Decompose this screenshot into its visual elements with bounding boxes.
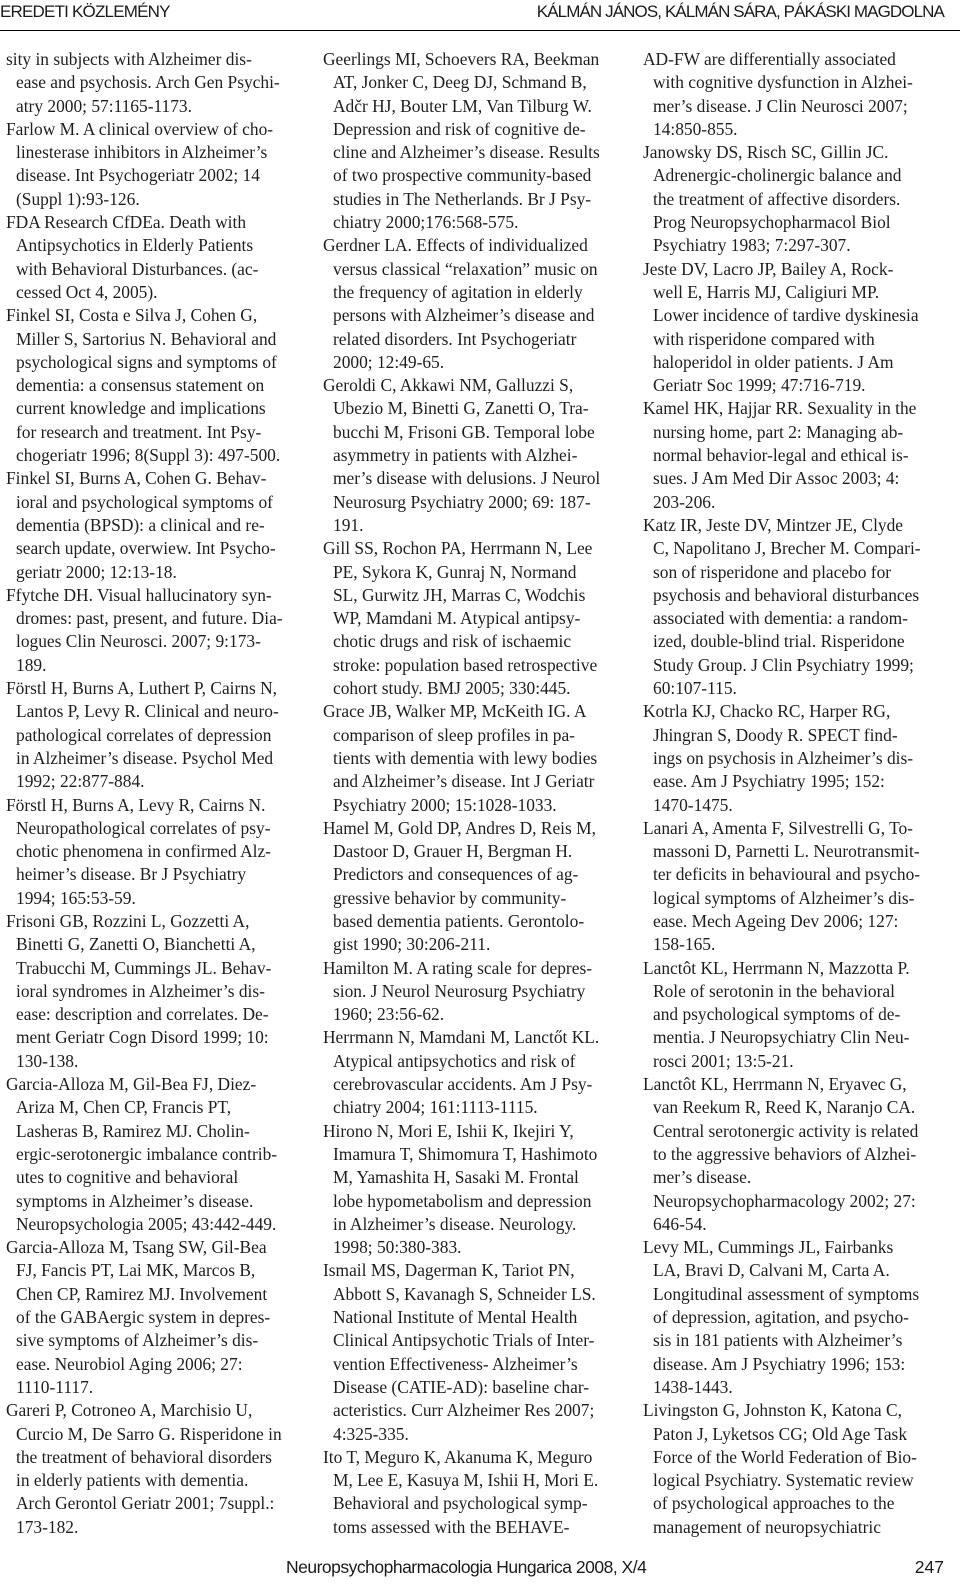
reference-entry	[643, 1236, 950, 1399]
reference-line: Clinical Antipsychotic Trials of Inter-	[333, 1330, 595, 1351]
reference-entry	[643, 48, 950, 141]
section-label: EREDETI KÖZLEMÉNY	[0, 2, 170, 21]
reference-line: 1470-1475.	[653, 794, 733, 815]
reference-line: of psychological approaches to the	[653, 1493, 895, 1514]
reference-entry	[643, 700, 950, 816]
reference-entry	[643, 817, 950, 957]
reference-line: ease. Am J Psychiatry 1995; 152:	[653, 771, 885, 792]
reference-line: pathological correlates of depression	[16, 724, 272, 745]
reference-entry	[323, 1259, 631, 1445]
reference-line: Ubezio M, Binetti G, Zanetti O, Tra-	[333, 398, 589, 419]
reference-line: cessed Oct 4, 2005).	[16, 281, 158, 302]
reference-line: cerebrovascular accidents. Am J Psy-	[333, 1074, 593, 1095]
reference-entry	[6, 1399, 308, 1539]
running-header	[0, 0, 960, 30]
reference-line: based dementia patients. Gerontolo-	[333, 910, 585, 931]
reference-line: Study Group. J Clin Psychiatry 1999;	[653, 654, 914, 675]
reference-line: utes to cognitive and behavioral	[16, 1167, 239, 1188]
reference-line: in elderly patients with dementia.	[16, 1470, 249, 1491]
reference-line: Arch Gerontol Geriatr 2001; 7suppl.:	[16, 1493, 275, 1514]
reference-line: M, Yamashita H, Sasaki M. Frontal	[333, 1167, 579, 1188]
reference-line: ease: description and correlates. De-	[16, 1004, 269, 1025]
reference-entry	[323, 817, 631, 957]
reference-line: chiatry 2000;176:568-575.	[333, 212, 519, 233]
reference-line: 1960; 23:56-62.	[333, 1004, 445, 1025]
reference-line: cline and Alzheimer’s disease. Results	[333, 142, 600, 163]
reference-line: Jhingran S, Doody R. SPECT find-	[653, 724, 898, 745]
reference-line: vention Effectiveness- Alzheimer’s	[333, 1353, 578, 1374]
reference-line: with risperidone compared with	[653, 328, 875, 349]
reference-line: Frisoni GB, Rozzini L, Gozzetti A,	[6, 910, 250, 931]
reference-line: lobe hypometabolism and depression	[333, 1190, 592, 1211]
reference-line: FDA Research CfDEa. Death with	[6, 212, 247, 233]
reference-line: Curcio M, De Sarro G. Risperidone in	[16, 1423, 282, 1444]
reference-entry	[323, 700, 631, 816]
reference-line: Predictors and consequences of ag-	[333, 864, 579, 885]
reference-line: Ffytche DH. Visual hallucinatory syn-	[6, 584, 272, 605]
reference-line: 4:325-335.	[333, 1423, 409, 1444]
reference-line: gist 1990; 30:206-211.	[333, 934, 491, 955]
reference-line: toms assessed with the BEHAVE-	[333, 1516, 570, 1537]
reference-entry	[6, 118, 308, 211]
reference-line: 60:107-115.	[653, 678, 737, 699]
reference-line: ease. Mech Ageing Dev 2006; 127:	[653, 910, 899, 931]
reference-entry	[6, 794, 308, 910]
reference-line: management of neuropsychiatric	[653, 1516, 881, 1537]
reference-entry	[6, 1073, 308, 1236]
reference-line: versus classical “relaxation” music on	[333, 258, 598, 279]
reference-line: logues Clin Neurosci. 2007; 9:173-	[16, 631, 261, 652]
reference-line: LA, Bravi D, Calvani M, Carta A.	[653, 1260, 890, 1281]
reference-line: with cognitive dysfunction in Alzhei-	[653, 72, 913, 93]
reference-line: mentia. J Neuropsychiatry Clin Neu-	[653, 1027, 910, 1048]
reference-line: nursing home, part 2: Managing ab-	[653, 421, 904, 442]
reference-line: WP, Mamdani M. Atypical antipsy-	[333, 608, 581, 629]
reference-line: 203-206.	[653, 491, 716, 512]
reference-entry	[643, 258, 950, 398]
reference-entry	[323, 234, 631, 374]
reference-line: 158-165.	[653, 934, 716, 955]
reference-line: studies in The Netherlands. Br J Psy-	[333, 188, 592, 209]
reference-line: AD-FW are differentially associated	[643, 49, 896, 69]
reference-line: Katz IR, Jeste DV, Mintzer JE, Clyde	[643, 514, 904, 535]
reference-line: Garcia-Alloza M, Gil-Bea FJ, Diez-	[6, 1074, 257, 1095]
reference-line: Gill SS, Rochon PA, Herrmann N, Lee	[323, 538, 593, 559]
reference-line: disease. Int Psychogeriatr 2002; 14	[16, 165, 260, 186]
reference-entry	[643, 141, 950, 257]
reference-line: asymmetry in patients with Alzhei-	[333, 445, 578, 466]
reference-line: Hamel M, Gold DP, Andres D, Reis M,	[323, 817, 596, 838]
reference-line: ease and psychosis. Arch Gen Psychi-	[16, 72, 280, 93]
reference-line: sion. J Neurol Neurosurg Psychiatry	[333, 980, 586, 1001]
journal-citation: Neuropsychopharmacologia Hungarica 2008, X/4	[286, 1557, 647, 1577]
reference-line: the treatment of affective disorders.	[653, 188, 901, 209]
reference-line: Dastoor D, Grauer H, Bergman H.	[333, 841, 573, 862]
reference-line: logical symptoms of Alzheimer’s dis-	[653, 887, 915, 908]
reference-line: (Suppl 1):93-126.	[16, 188, 140, 209]
reference-line: Finkel SI, Costa e Silva J, Cohen G,	[6, 305, 258, 326]
reference-line: geriatr 2000; 12:13-18.	[16, 561, 177, 582]
reference-line: massoni D, Parnetti L. Neurotransmit-	[653, 841, 920, 862]
reference-line: dromes: past, present, and future. Dia-	[16, 608, 283, 629]
reference-line: associated with dementia: a random-	[653, 608, 908, 629]
reference-line: ized, double-blind trial. Risperidone	[653, 631, 905, 652]
reference-line: Lanctôt KL, Herrmann N, Mazzotta P.	[643, 957, 910, 978]
reference-column-3	[643, 48, 950, 1539]
reference-line: haloperidol in older patients. J Am	[653, 351, 894, 372]
reference-line: C, Napolitano J, Brecher M. Compari-	[653, 538, 921, 559]
reference-line: Livingston G, Johnston K, Katona C,	[643, 1400, 902, 1421]
reference-entry	[323, 48, 631, 234]
reference-line: psychological signs and symptoms of	[16, 351, 277, 372]
reference-line: stroke: population based retrospective	[333, 654, 598, 675]
reference-line: Atypical antipsychotics and risk of	[333, 1050, 576, 1071]
reference-line: Depression and risk of cognitive de-	[333, 118, 586, 139]
reference-line: M, Lee E, Kasuya M, Ishii H, Mori E.	[333, 1470, 599, 1491]
reference-line: Jeste DV, Lacro JP, Bailey A, Rock-	[643, 258, 894, 279]
reference-line: Prog Neuropsychopharmacol Biol	[653, 212, 891, 233]
reference-line: current knowledge and implications	[16, 398, 266, 419]
reference-line: Neuropsychologia 2005; 43:442-449.	[16, 1213, 277, 1234]
reference-line: psychosis and behavioral disturbances	[653, 584, 920, 605]
reference-line: to the aggressive behaviors of Alzhei-	[653, 1143, 917, 1164]
reference-line: sues. J Am Med Dir Assoc 2003; 4:	[653, 468, 900, 489]
reference-line: mer’s disease. J Clin Neurosci 2007;	[653, 95, 908, 116]
reference-entry	[323, 1026, 631, 1119]
reference-line: Kamel HK, Hajjar RR. Sexuality in the	[643, 398, 917, 419]
reference-line: tients with dementia with lewy bodies	[333, 747, 598, 768]
reference-line: Force of the World Federation of Bio-	[653, 1446, 917, 1467]
reference-line: FJ, Fancis PT, Lai MK, Marcos B,	[16, 1260, 256, 1281]
reference-line: 1110-1117.	[16, 1376, 94, 1397]
reference-line: search update, overwiew. Int Psycho-	[16, 538, 276, 559]
reference-line: ings on psychosis in Alzheimer’s dis-	[653, 747, 914, 768]
reference-line: and psychological symptoms of de-	[653, 1004, 901, 1025]
reference-line: of the GABAergic system in depres-	[16, 1307, 271, 1328]
reference-line: persons with Alzheimer’s disease and	[333, 305, 595, 326]
reference-line: ergic-serotonergic imbalance contrib-	[16, 1143, 278, 1164]
reference-line: Ito T, Meguro K, Akanuma K, Meguro	[323, 1446, 593, 1467]
reference-line: chogeriatr 1996; 8(Suppl 3): 497-500.	[16, 445, 281, 466]
reference-entry	[6, 467, 308, 583]
reference-line: related disorders. Int Psychogeriatr	[333, 328, 577, 349]
reference-line: Geriatr Soc 1999; 47:716-719.	[653, 375, 866, 396]
reference-line: logical Psychiatry. Systematic review	[653, 1470, 914, 1491]
reference-line: Adčr HJ, Bouter LM, Van Tilburg W.	[333, 95, 592, 116]
reference-line: Miller S, Sartorius N. Behavioral and	[16, 328, 277, 349]
reference-line: bucchi M, Frisoni GB. Temporal lobe	[333, 421, 595, 442]
reference-line: Farlow M. A clinical overview of cho-	[6, 118, 274, 139]
reference-line: dementia: a consensus statement on	[16, 375, 265, 396]
reference-line: Central serotonergic activity is related	[653, 1120, 919, 1141]
reference-entry	[6, 677, 308, 793]
reference-line: Lasheras B, Ramirez MJ. Cholin-	[16, 1120, 250, 1141]
reference-line: SL, Gurwitz JH, Marras C, Wodchis	[333, 584, 586, 605]
reference-line: 646-54.	[653, 1213, 707, 1234]
reference-line: ment Geriatr Cogn Disord 1999; 10:	[16, 1027, 269, 1048]
reference-entry	[6, 48, 308, 118]
reference-line: PE, Sykora K, Gunraj N, Normand	[333, 561, 577, 582]
reference-line: 14:850-855.	[653, 118, 738, 139]
reference-line: of two prospective community-based	[333, 165, 592, 186]
reference-line: Herrmann N, Mamdani M, Lanctőt KL.	[323, 1027, 600, 1048]
reference-line: linesterase inhibitors in Alzheimer’s	[16, 142, 268, 163]
reference-entry	[6, 1236, 308, 1399]
reference-line: Finkel SI, Burns A, Cohen G. Behav-	[6, 468, 267, 489]
reference-line: 1998; 50:380-383.	[333, 1237, 462, 1258]
reference-line: Gareri P, Cotroneo A, Marchisio U,	[6, 1400, 253, 1421]
reference-line: National Institute of Mental Health	[333, 1307, 578, 1328]
reference-column-1	[6, 48, 308, 1539]
reference-line: heimer’s disease. Br J Psychiatry	[16, 864, 247, 885]
reference-line: AT, Jonker C, Deeg DJ, Schmand B,	[333, 72, 587, 93]
reference-line: 1992; 22:877-884.	[16, 771, 145, 792]
reference-line: normal behavior-legal and ethical is-	[653, 445, 909, 466]
reference-line: Paton J, Lyketsos CG; Old Age Task	[653, 1423, 908, 1444]
reference-entry	[643, 957, 950, 1073]
reference-line: 191.	[333, 514, 364, 535]
reference-line: Förstl H, Burns A, Luthert P, Cairns N,	[6, 678, 278, 699]
reference-column-2	[323, 48, 631, 1539]
reference-line: 1994; 165:53-59.	[16, 887, 136, 908]
reference-line: Psychiatry 1983; 7:297-307.	[653, 235, 851, 256]
reference-line: dementia (BPSD): a clinical and re-	[16, 514, 265, 535]
reference-line: Psychiatry 2000; 15:1028-1033.	[333, 794, 557, 815]
reference-line: Chen CP, Ramirez MJ. Involvement	[16, 1283, 268, 1304]
reference-line: Lantos P, Levy R. Clinical and neuro-	[16, 701, 279, 722]
reference-line: of depression, agitation, and psycho-	[653, 1307, 909, 1328]
reference-line: Imamura T, Shimomura T, Hashimoto	[333, 1143, 598, 1164]
reference-line: with Behavioral Disturbances. (ac-	[16, 258, 259, 279]
reference-line: Garcia-Alloza M, Tsang SW, Gil-Bea	[6, 1237, 267, 1258]
reference-line: rosci 2001; 13:5-21.	[653, 1050, 794, 1071]
reference-line: 130-138.	[16, 1050, 79, 1071]
reference-line: Lower incidence of tardive dyskinesia	[653, 305, 919, 326]
reference-line: Grace JB, Walker MP, McKeith IG. A	[323, 701, 587, 722]
reference-entry	[643, 1073, 950, 1236]
reference-line: Disease (CATIE-AD): baseline char-	[333, 1376, 590, 1397]
reference-line: Janowsky DS, Risch SC, Gillin JC.	[643, 142, 889, 163]
reference-entry	[323, 1120, 631, 1260]
reference-line: chotic drugs and risk of ischaemic	[333, 631, 572, 652]
reference-line: sity in subjects with Alzheimer dis-	[6, 49, 252, 69]
reference-entry	[6, 211, 308, 304]
reference-line: 1438-1443.	[653, 1376, 733, 1397]
reference-line: Adrenergic-cholinergic balance and	[653, 165, 902, 186]
reference-line: the frequency of agitation in elderly	[333, 281, 583, 302]
reference-line: van Reekum R, Reed K, Naranjo CA.	[653, 1097, 916, 1118]
reference-line: symptoms in Alzheimer’s disease.	[16, 1190, 254, 1211]
reference-line: ease. Neurobiol Aging 2006; 27:	[16, 1353, 243, 1374]
author-names: KÁLMÁN JÁNOS, KÁLMÁN SÁRA, PÁKÁSKI MAGDOLNA	[536, 2, 944, 21]
reference-line: Longitudinal assessment of symptoms	[653, 1283, 920, 1304]
reference-line: Hirono N, Mori E, Ishii K, Ikejiri Y,	[323, 1120, 574, 1141]
reference-line: for research and treatment. Int Psy-	[16, 421, 262, 442]
page-number: 247	[914, 1557, 944, 1577]
reference-line: Kotrla KJ, Chacko RC, Harper RG,	[643, 701, 891, 722]
reference-entry	[323, 374, 631, 537]
reference-entry	[323, 957, 631, 1027]
reference-entry	[6, 584, 308, 677]
reference-line: Levy ML, Cummings JL, Fairbanks	[643, 1237, 894, 1258]
reference-line: Neurosurg Psychiatry 2000; 69: 187-	[333, 491, 591, 512]
reference-line: Role of serotonin in the behavioral	[653, 980, 895, 1001]
reference-line: mer’s disease with delusions. J Neurol	[333, 468, 601, 489]
reference-line: Trabucchi M, Cummings JL. Behav-	[16, 957, 272, 978]
reference-entry	[323, 1446, 631, 1539]
reference-line: mer’s disease.	[653, 1167, 752, 1188]
reference-line: 2000; 12:49-65.	[333, 351, 445, 372]
reference-line: and Alzheimer’s disease. Int J Geriatr	[333, 771, 595, 792]
reference-line: chotic phenomena in confirmed Alz-	[16, 841, 271, 862]
reference-line: Abbott S, Kavanagh S, Schneider LS.	[333, 1283, 596, 1304]
reference-line: Neuropathological correlates of psy-	[16, 817, 271, 838]
reference-line: 173-182.	[16, 1516, 79, 1537]
reference-entry	[323, 537, 631, 700]
reference-line: acteristics. Curr Alzheimer Res 2007;	[333, 1400, 595, 1421]
reference-line: ter deficits in behavioural and psycho-	[653, 864, 921, 885]
reference-entry	[643, 514, 950, 700]
reference-line: sis in 181 patients with Alzheimer’s	[653, 1330, 903, 1351]
reference-line: Geerlings MI, Schoevers RA, Beekman	[323, 49, 600, 69]
reference-line: Ismail MS, Dagerman K, Tariot PN,	[323, 1260, 575, 1281]
reference-line: comparison of sleep profiles in pa-	[333, 724, 575, 745]
reference-line: in Alzheimer’s disease. Psychol Med	[16, 747, 274, 768]
reference-line: Lanctôt KL, Herrmann N, Eryavec G,	[643, 1074, 907, 1095]
reference-entry	[6, 304, 308, 467]
reference-line: well E, Harris MJ, Caligiuri MP.	[653, 281, 880, 302]
reference-line: Geroldi C, Akkawi NM, Galluzzi S,	[323, 375, 574, 396]
reference-line: Gerdner LA. Effects of individualized	[323, 235, 588, 256]
reference-line: cohort study. BMJ 2005; 330:445.	[333, 678, 571, 699]
reference-line: Lanari A, Amenta F, Silvestrelli G, To-	[643, 817, 913, 838]
reference-entry	[6, 910, 308, 1073]
reference-line: son of risperidone and placebo for	[653, 561, 892, 582]
reference-line: gressive behavior by community-	[333, 887, 567, 908]
reference-entry	[643, 397, 950, 513]
reference-line: sive symptoms of Alzheimer’s dis-	[16, 1330, 259, 1351]
reference-line: ioral and psychological symptoms of	[16, 491, 273, 512]
reference-line: atry 2000; 57:1165-1173.	[16, 95, 192, 116]
reference-line: Behavioral and psychological symp-	[333, 1493, 588, 1514]
reference-line: Ariza M, Chen CP, Francis PT,	[16, 1097, 232, 1118]
reference-line: Hamilton M. A rating scale for depres-	[323, 957, 593, 978]
reference-line: Förstl H, Burns A, Levy R, Cairns N.	[6, 794, 266, 815]
reference-line: the treatment of behavioral disorders	[16, 1446, 272, 1467]
reference-line: Antipsychotics in Elderly Patients	[16, 235, 254, 256]
reference-line: ioral syndromes in Alzheimer’s dis-	[16, 980, 265, 1001]
reference-line: Binetti G, Zanetti O, Bianchetti A,	[16, 934, 256, 955]
header-rule	[0, 30, 960, 31]
reference-line: 189.	[16, 654, 47, 675]
reference-line: disease. Am J Psychiatry 1996; 153:	[653, 1353, 906, 1374]
reference-line: chiatry 2004; 161:1113-1115.	[333, 1097, 538, 1118]
reference-line: in Alzheimer’s disease. Neurology.	[333, 1213, 577, 1234]
reference-entry	[643, 1399, 950, 1539]
reference-line: Neuropsychopharmacology 2002; 27:	[653, 1190, 916, 1211]
